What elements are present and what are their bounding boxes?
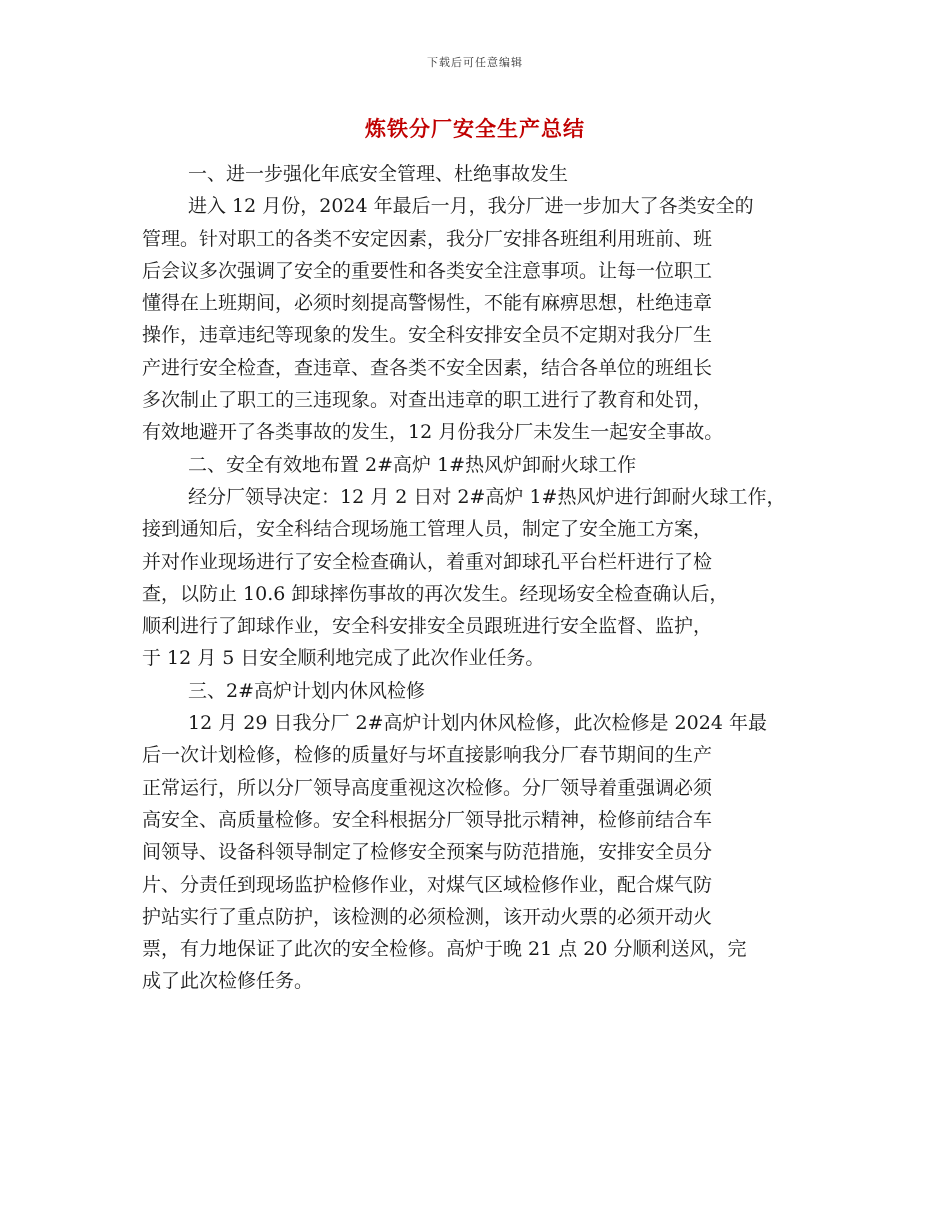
paragraph-line: 高安全、高质量检修。安全科根据分厂领导批示精神，检修前结合车 bbox=[142, 808, 713, 831]
paragraph-line: 成了此次检修任务。 bbox=[142, 970, 314, 993]
paragraph-line: 正常运行，所以分厂领导高度重视这次检修。分厂领导着重强调必须 bbox=[142, 776, 713, 799]
paragraph-line: 经分厂领导决定：12 月 2 日对 2#高炉 1#热风炉进行卸耐火球工作， bbox=[188, 485, 786, 508]
paragraph-line: 护站实行了重点防护，该检测的必须检测，该开动火票的必须开动火 bbox=[142, 905, 713, 928]
document-body bbox=[142, 158, 814, 998]
paragraph-line: 片、分责任到现场监护检修作业，对煤气区域检修作业，配合煤气防 bbox=[142, 873, 713, 896]
header-note: 下载后可任意编辑 bbox=[427, 56, 523, 69]
paragraph-line: 后会议多次强调了安全的重要性和各类安全注意事项。让每一位职工 bbox=[142, 259, 713, 282]
paragraph-line: 查，以防止 10.6 卸球摔伤事故的再次发生。经现场安全检查确认后， bbox=[142, 582, 729, 605]
paragraph-line: 于 12 月 5 日安全顺利地完成了此次作业任务。 bbox=[142, 647, 545, 670]
paragraph-line: 进入 12 月份，2024 年最后一月，我分厂进一步加大了各类安全的 bbox=[188, 195, 754, 218]
paragraph-line: 多次制止了职工的三违现象。对查出违章的职工进行了教育和处罚， bbox=[142, 389, 713, 412]
paragraph-line: 顺利进行了卸球作业，安全科安排安全员跟班进行安全监督、监护， bbox=[142, 615, 713, 638]
paragraph-line: 有效地避开了各类事故的发生，12 月份我分厂未发生一起安全事故。 bbox=[142, 421, 724, 444]
document-title: 炼铁分厂安全生产总结 bbox=[365, 116, 585, 141]
section-heading: 三、2#高炉计划内休风检修 bbox=[188, 679, 426, 702]
section-heading: 一、进一步强化年底安全管理、杜绝事故发生 bbox=[188, 163, 569, 185]
paragraph-line: 产进行安全检查，查违章、查各类不安全因素，结合各单位的班组长 bbox=[142, 356, 713, 379]
paragraph-line: 票，有力地保证了此次的安全检修。高炉于晚 21 点 20 分顺利送风，完 bbox=[142, 938, 747, 961]
paragraph-line: 间领导、设备科领导制定了检修安全预案与防范措施，安排安全员分 bbox=[142, 841, 713, 864]
paragraph-line: 管理。针对职工的各类不安定因素，我分厂安排各班组利用班前、班 bbox=[142, 227, 713, 250]
paragraph-line: 懂得在上班期间，必须时刻提高警惕性，不能有麻痹思想，杜绝违章 bbox=[142, 292, 713, 315]
paragraph-line: 操作，违章违纪等现象的发生。安全科安排安全员不定期对我分厂生 bbox=[142, 324, 713, 347]
paragraph-line: 并对作业现场进行了安全检查确认，着重对卸球孔平台栏杆进行了检 bbox=[142, 550, 713, 573]
paragraph-line: 12 月 29 日我分厂 2#高炉计划内休风检修，此次检修是 2024 年最 bbox=[188, 712, 767, 735]
section-heading: 二、安全有效地布置 2#高炉 1#热风炉卸耐火球工作 bbox=[188, 453, 637, 476]
paragraph-line: 后一次计划检修，检修的质量好与坏直接影响我分厂春节期间的生产 bbox=[142, 744, 713, 767]
paragraph-line: 接到通知后，安全科结合现场施工管理人员，制定了安全施工方案， bbox=[142, 518, 713, 541]
